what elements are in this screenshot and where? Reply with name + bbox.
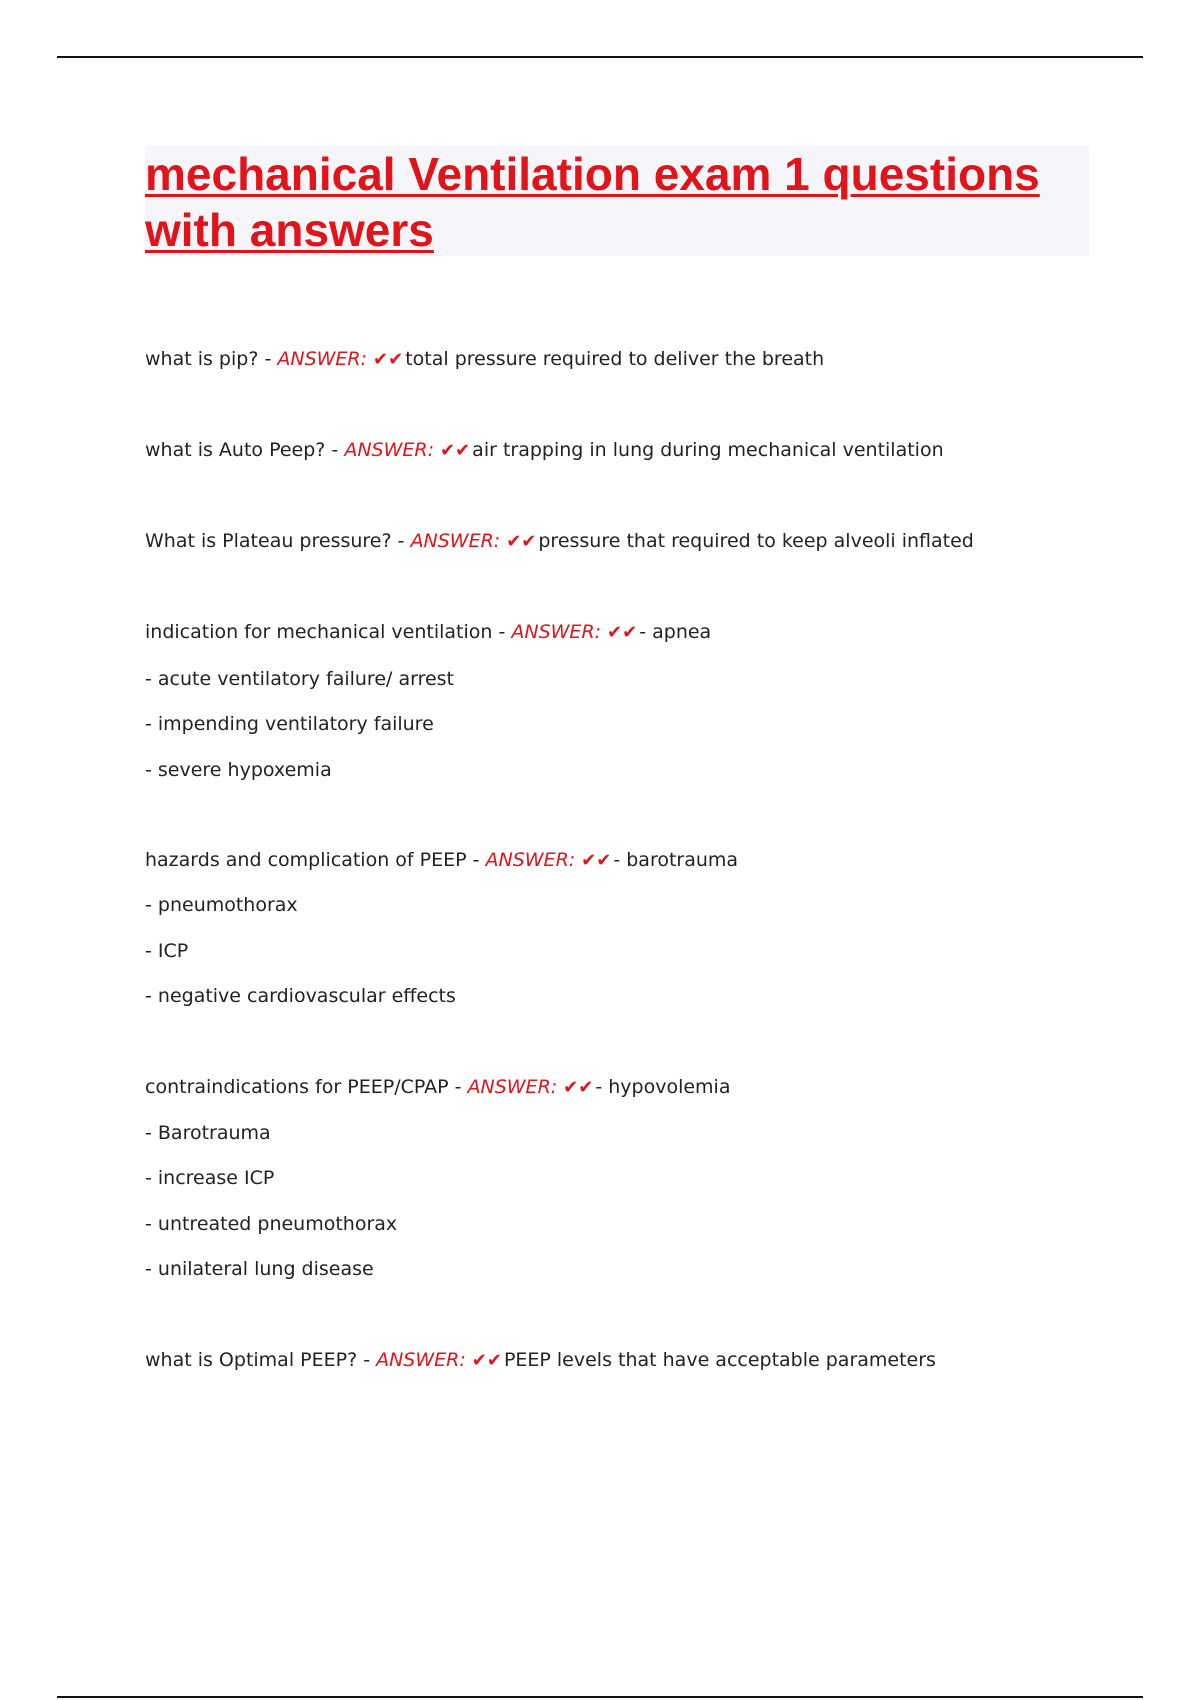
document-title: mechanical Ventilation exam 1 questions with answers [145,148,1040,256]
qa-item [145,1347,1145,1373]
check-icon: ✔✔ [506,531,537,552]
question-text: hazards and complication of PEEP - [145,849,486,871]
check-icon: ✔✔ [563,1077,594,1098]
answer-list-item: - Barotrauma [145,1122,271,1144]
answer-text: pressure that required to keep alveoli inflated [538,530,974,552]
question-text: What is Plateau pressure? - [145,530,411,552]
answer-list-item: - pneumothorax [145,894,298,916]
answer-label: ANSWER: [344,439,434,461]
question-text: what is pip? - [145,348,278,370]
answer-list-item: - impending ventilatory failure [145,713,434,735]
qa-item [145,1074,1145,1100]
qa-first-line [145,437,1145,463]
qa-item [145,619,1145,645]
answer-label: ANSWER: [511,621,602,643]
check-icon: ✔✔ [581,850,612,871]
question-text: indication for mechanical ventilation - [145,621,512,643]
qa-item [145,346,1145,372]
answer-list-item: - negative cardiovascular effects [145,985,456,1007]
check-icon: ✔✔ [471,1350,502,1371]
answer-label: ANSWER: [467,1076,558,1098]
answer-list-item: - acute ventilatory failure/ arrest [145,668,455,690]
answer-list-item: - increase ICP [145,1167,275,1189]
answer-text: - apnea [639,621,712,643]
answer-text: PEEP levels that have acceptable parameters [503,1349,936,1371]
qa-first-line [145,847,1145,873]
qa-item [145,437,1145,463]
answer-label: ANSWER: [376,1349,466,1371]
answer-list-item: - unilateral lung disease [145,1258,374,1280]
answer-list-item: - untreated pneumothorax [145,1213,398,1235]
top-rule [57,56,1143,58]
answer-text: - hypovolemia [595,1076,731,1098]
question-text: what is Optimal PEEP? - [145,1349,377,1371]
qa-first-line [145,619,1145,645]
check-icon: ✔✔ [607,622,638,643]
qa-first-line [145,346,1145,372]
question-text: what is Auto Peep? - [145,439,345,461]
answer-label: ANSWER: [485,849,576,871]
answer-label: ANSWER: [410,530,501,552]
answer-list-item: - severe hypoxemia [145,759,332,781]
qa-first-line [145,528,1145,554]
check-icon: ✔✔ [440,440,471,461]
answer-list-item: - ICP [145,940,189,962]
answer-text: - barotrauma [613,849,739,871]
bottom-rule [57,1696,1143,1698]
qa-item [145,528,1145,554]
qa-item [145,847,1145,873]
qa-first-line [145,1347,1145,1373]
qa-first-line [145,1074,1145,1100]
question-text: contraindications for PEEP/CPAP - [145,1076,468,1098]
answer-text: air trapping in lung during mechanical ventilation [472,439,944,461]
answer-text: total pressure required to deliver the breath [405,348,825,370]
answer-label: ANSWER: [277,348,368,370]
check-icon: ✔✔ [373,349,404,370]
